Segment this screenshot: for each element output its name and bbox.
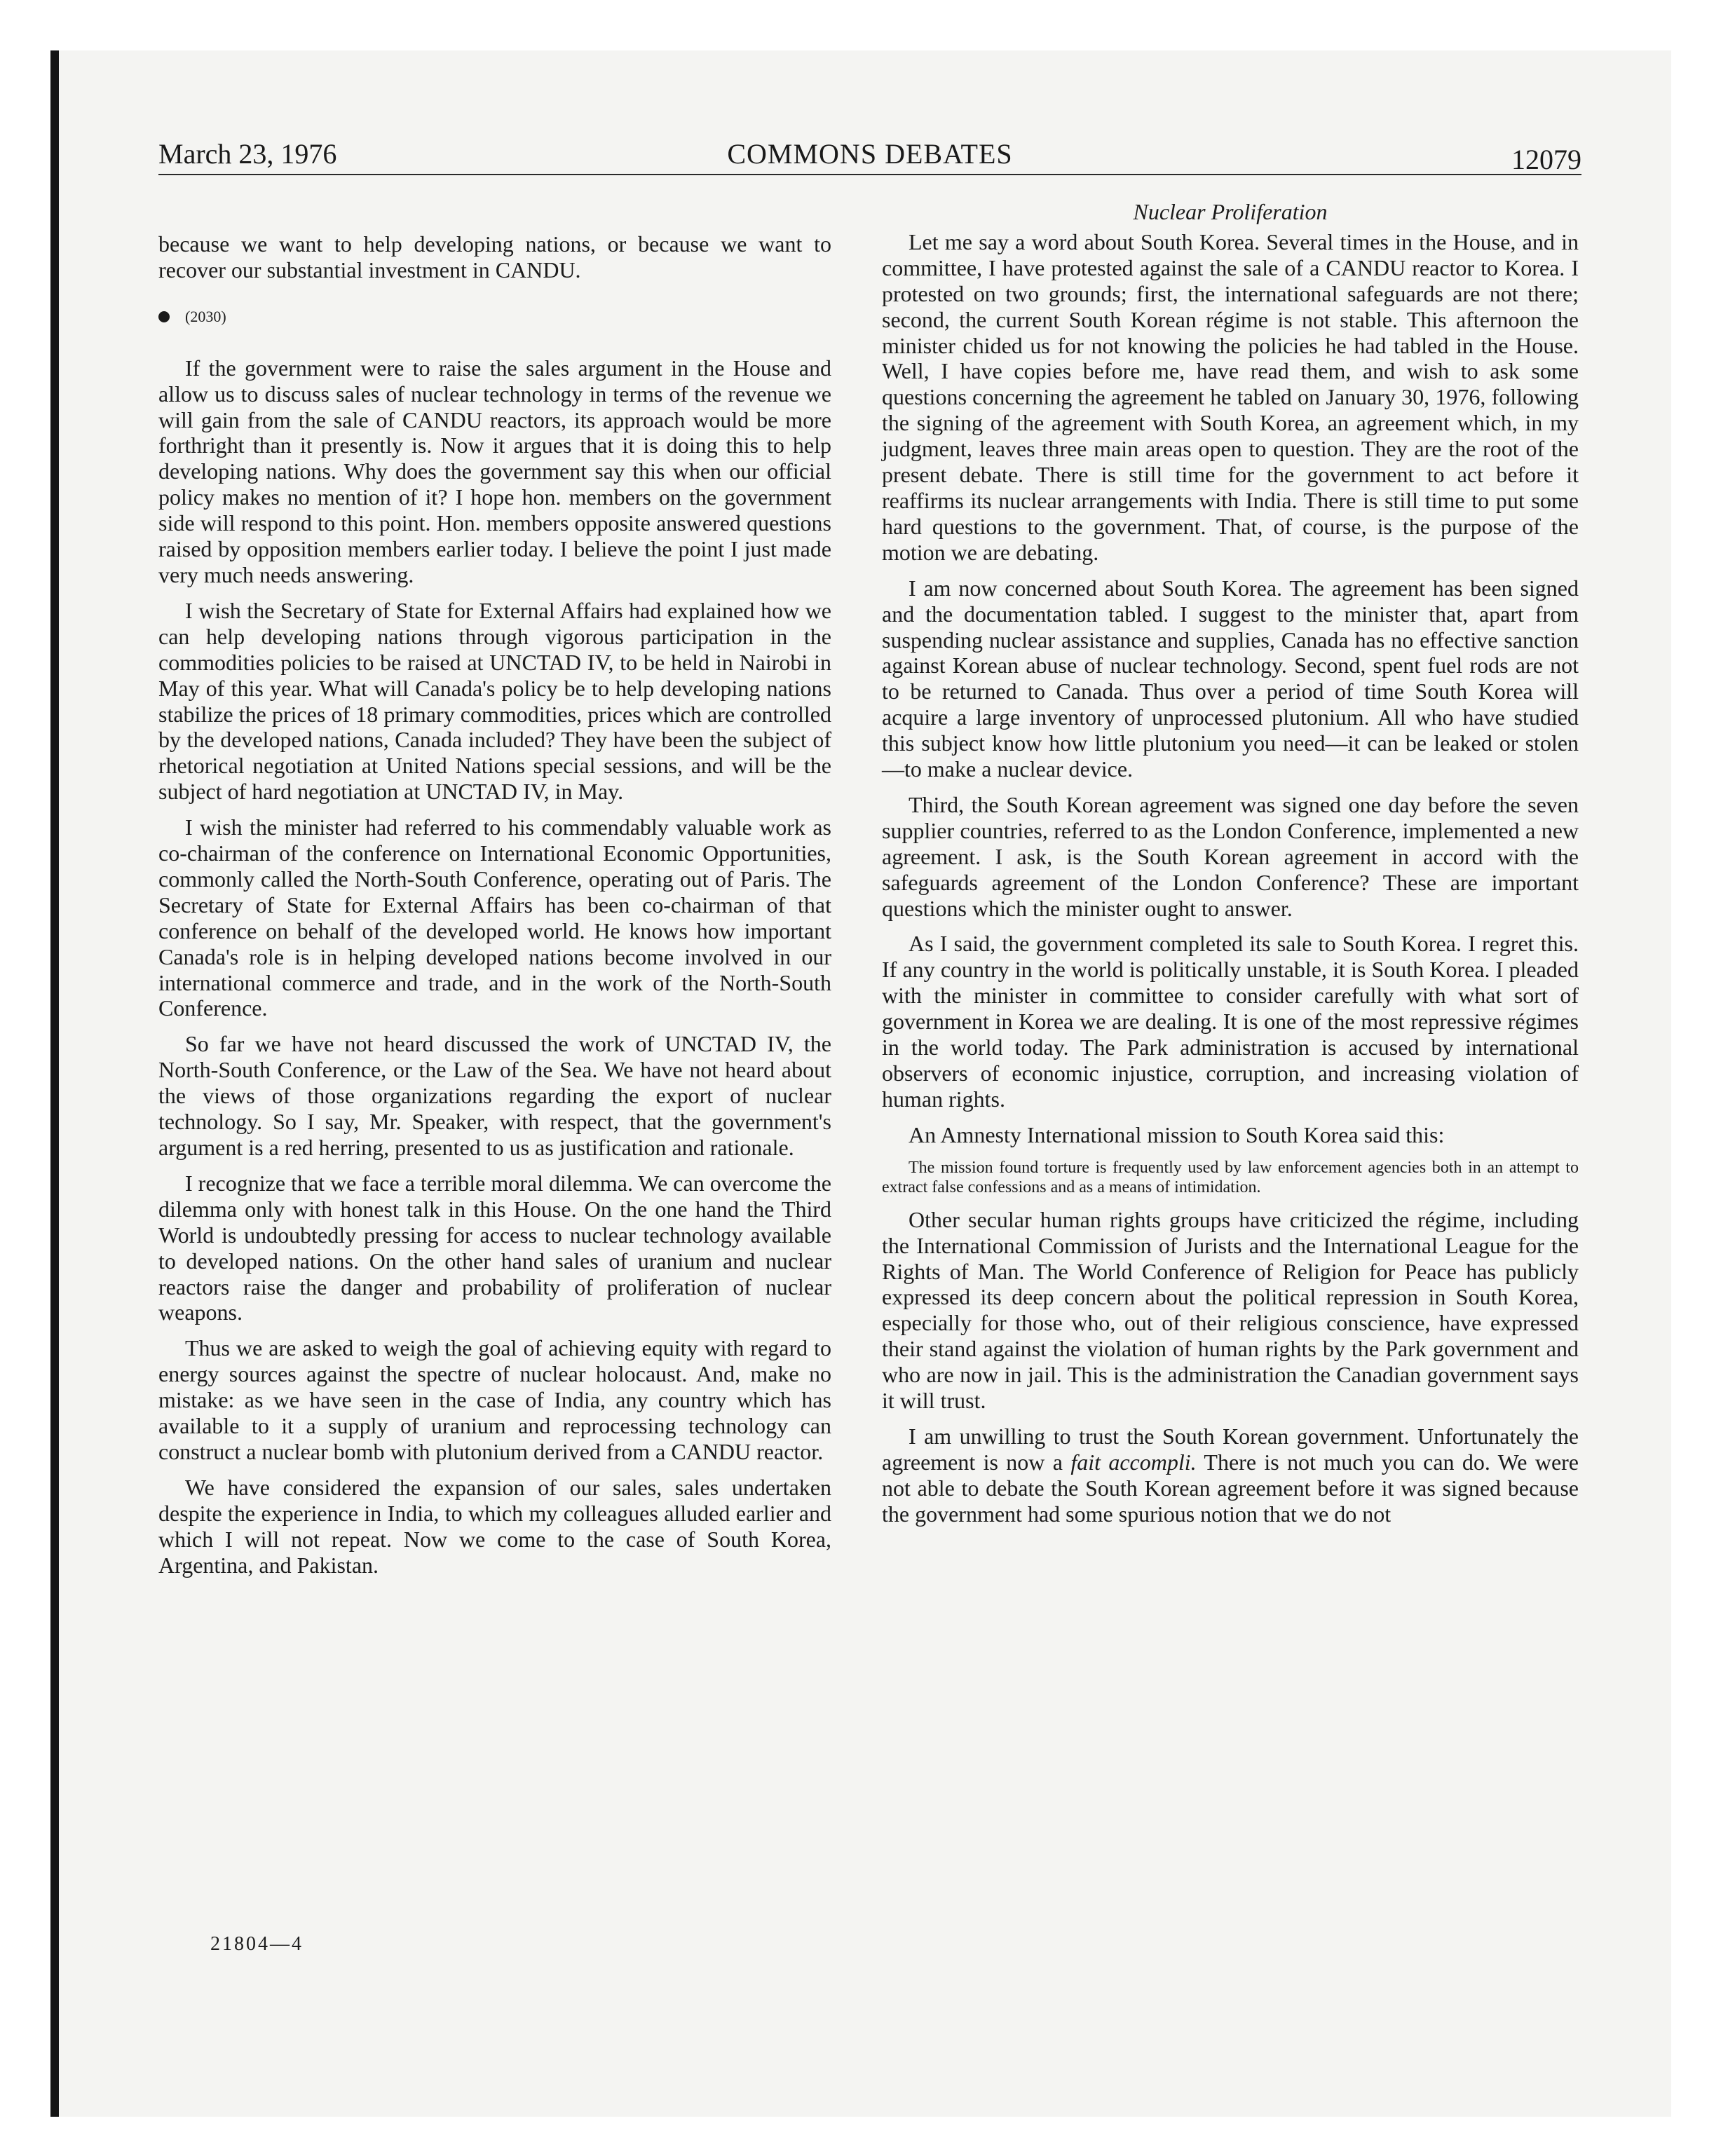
paragraph-text: There is not much you can do. We were not able to debate the South Korean agreement before it was signed because the government had some spurious notion that we do not xyxy=(882,1449,1579,1527)
block-quote: The mission found torture is frequently used by law enforcement agencies both in an attempt to extract false confessions and as a means of intimidation. xyxy=(882,1158,1579,1196)
paragraph: Thus we are asked to weigh the goal of achieving equity with regard to energy sources against the spectre of nuclear holocaust. And, make no mistake: as we have seen in the case of India, any country which has available to it a supply of uranium and reprocessing technology can construct a nuclear bomb with plutonium derived from a CANDU reactor. xyxy=(158,1335,831,1464)
section-heading: Nuclear Proliferation xyxy=(1133,199,1328,224)
paragraph: I recognize that we face a terrible moral dilemma. We can overcome the dilemma only with honest talk in this House. On the one hand the Third World is undoubtedly pressing for access to nuclear technology available to developed nations. On the other hand sales of uranium and nuclear reactors raise the danger and probability of proliferation of nuclear weapons. xyxy=(158,1170,831,1325)
paragraph: because we want to help developing nations, or because we want to recover our substantial investment in CANDU. xyxy=(158,231,831,282)
scan-edge xyxy=(50,50,59,2117)
page-header xyxy=(158,137,1581,179)
left-column xyxy=(158,188,831,1588)
paragraph: Other secular human rights groups have criticized the régime, including the International Commission of Jurists and the International League for the Rights of Man. The World Conference of Religion for Peace has publicly expressed its deep concern about the political repression in South Korea, especially for those who, out of their religious conscience, have expressed their stand against the violation of human rights by the Park government and who are now in jail. This is the administration the Canadian government says it will trust. xyxy=(882,1206,1579,1414)
header-rule xyxy=(158,174,1581,175)
paragraph xyxy=(882,1424,1579,1527)
paragraph: As I said, the government completed its sale to South Korea. I regret this. If any country in the world is politically unstable, it is South Korea. I pleaded with the minister in committee to consider carefully with what sort of government in Korea we are dealing. It is one of the most repressive régimes in the world today. The Park administration is accused by international observers of economic injustice, corruption, and increasing violation of human rights. xyxy=(882,931,1579,1112)
right-column xyxy=(882,188,1579,1537)
paragraph: If the government were to raise the sales argument in the House and allow us to discuss sales of nuclear technology in terms of the revenue we will gain from the sale of CANDU reactors, its approach would be more forthright than it presently is. Now it argues that it is doing this to help developing nations. Why does the government say this when our official policy makes no mention of it? I hope hon. members on the government side will respond to this point. Hon. members opposite answered questions raised by opposition members earlier today. I believe the point I just made very much needs answering. xyxy=(158,355,831,587)
header-date: March 23, 1976 xyxy=(158,138,337,170)
paragraph: We have considered the expansion of our sales, sales undertaken despite the experience in India, to which my colleagues alluded earlier and which I will not repeat. Now we come to the case of South Korea, Argentina, and Pakistan. xyxy=(158,1474,831,1578)
paragraph: So far we have not heard discussed the work of UNCTAD IV, the North-South Conference, or the Law of the Sea. We have not heard about the views of those organizations regarding the export of nuclear technology. So I say, Mr. Speaker, with respect, that the government's argument is a red herring, presented to us as justification and rationale. xyxy=(158,1031,831,1160)
paragraph: Third, the South Korean agreement was signed one day before the seven supplier countries, referred to as the London Conference, implemented a new agreement. I ask, is the South Korean agreement in accord with the safeguards agreement of the London Conference? These are important questions which the minister ought to answer. xyxy=(882,791,1579,921)
paragraph: Let me say a word about South Korea. Several times in the House, and in committee, I have protested against the sale of a CANDU reactor to Korea. I protested on two grounds; first, the international safeguards are not there; second, the current South Korean régime is not stable. This afternoon the minister chided us for not knowing the policies he had tabled in the House. Well, I have copies before me, have read them, and wish to ask some questions concerning the agreement he tabled on January 30, 1976, following the signing of the agreement with South Korea, an agreement which, in my judgment, leaves three main areas open to question. They are the root of the present debate. There is still time for the government to act before it reaffirms its nuclear arrangements with India. There is still time to put some hard questions to the government. That, of course, is the purpose of the motion we are debating. xyxy=(882,228,1579,565)
paragraph-text: I am unwilling to trust the South Korean government. Unfortunately the agreement is now a xyxy=(882,1423,1579,1475)
paragraph: An Amnesty International mission to South Korea said this: xyxy=(909,1121,1445,1147)
paragraph: I am now concerned about South Korea. The agreement has been signed and the documentation tabled. I suggest to the minister that, apart from suspending nuclear assistance and supplies, Canada has no effective sanction against Korean abuse of nuclear technology. Second, spent fuel rods are not to be returned to Canada. Thus over a period of time South Korea will acquire a large inventory of unprocessed plutonium. All who have studied this subject know how little plutonium you need—it can be leaked or stolen—to make a nuclear device. xyxy=(882,575,1579,782)
paragraph: I wish the Secretary of State for External Affairs had explained how we can help developing nations through vigorous participation in the commodities policies to be raised at UNCTAD IV, to be held in Nairobi in May of this year. What will Canada's policy be to help developing nations stabilize the prices of 18 primary commodities, prices which are controlled by the developed nations, Canada included? They have been the subject of rhetorical negotiation at United Nations special sessions, and will be the subject of hard negotiation at UNCTAD IV, in May. xyxy=(158,597,831,805)
time-marker xyxy=(158,304,831,330)
footer-signature: 21804—4 xyxy=(210,1933,304,1955)
paragraph: I wish the minister had referred to his commendably valuable work as co-chairman of the conference on International Economic Opportunities, commonly called the North-South Conference, operating out of Paris. The Secretary of State for External Affairs has been co-chairman of that conference on behalf of the developed world. He knows how important Canada's role is in helping developed nations become involved in our international commerce and trade, and in the work of the North-South Conference. xyxy=(158,814,831,1021)
time-marker-label: (2030) xyxy=(185,307,226,325)
bullet-icon xyxy=(158,311,170,322)
italic-phrase: fait accompli. xyxy=(1070,1449,1197,1475)
header-page-number: 12079 xyxy=(1511,144,1581,175)
header-title: COMMONS DEBATES xyxy=(727,138,1013,170)
